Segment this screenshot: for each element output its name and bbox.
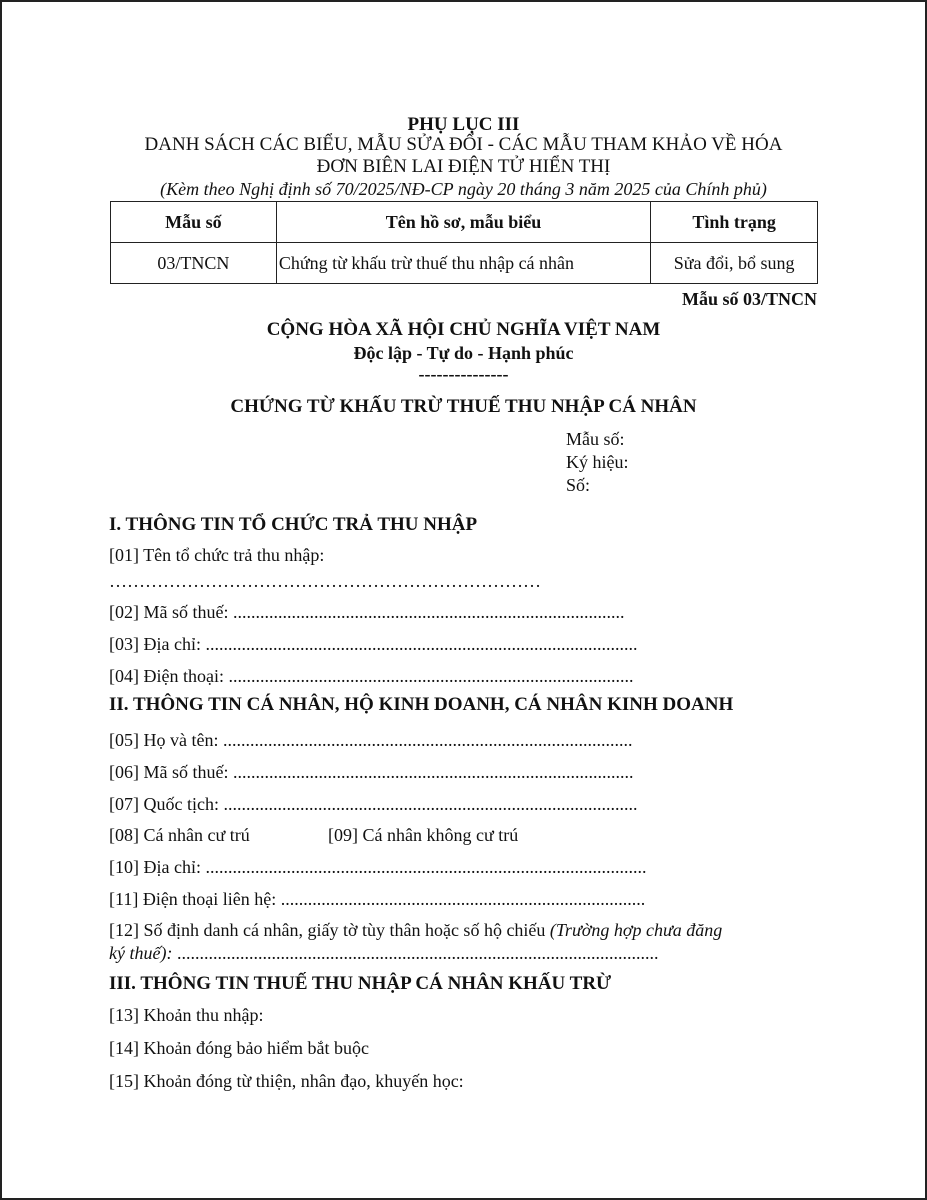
appendix-subtitle-line1: DANH SÁCH CÁC BIỂU, MẪU SỬA ĐỔI - CÁC MẪU THAM KHẢO VỀ HÓA bbox=[144, 134, 783, 155]
section-3-title: III. THÔNG TIN THUẾ THU NHẬP CÁ NHÂN KHẤU TRỪ bbox=[109, 973, 612, 994]
field-15-charity: [15] Khoản đóng từ thiện, nhân đạo, khuyến học: bbox=[109, 1071, 464, 1091]
field-06-tax-code: [06] Mã số thuế: ......................................................................................... bbox=[109, 762, 634, 782]
table-row bbox=[111, 243, 818, 284]
header-status: Tình trạng bbox=[651, 202, 818, 243]
header-form-name: Tên hồ sơ, mẫu biểu bbox=[276, 202, 650, 243]
field-11-contact-phone: [11] Điện thoại liên hệ: ................................................................................. bbox=[109, 889, 646, 909]
field-10-address: [10] Địa chỉ: .................................................................................................. bbox=[109, 857, 647, 877]
field-12-continued bbox=[109, 942, 658, 964]
field-04-phone: [04] Điện thoại: .......................................................................................... bbox=[109, 666, 634, 686]
field-13-income: [13] Khoản thu nhập: bbox=[109, 1005, 264, 1025]
symbol-label: Ký hiệu: bbox=[566, 452, 629, 472]
field-12-note-cont: ký thuế): bbox=[109, 943, 177, 963]
field-01-dots: ……………………………………………………………… bbox=[109, 571, 541, 591]
document-title: CHỨNG TỪ KHẤU TRỪ THUẾ THU NHẬP CÁ NHÂN bbox=[230, 396, 697, 417]
field-05-full-name: [05] Họ và tên: ........................................................................................... bbox=[109, 730, 633, 750]
field-12-dots: ........................................................................................................... bbox=[176, 943, 659, 963]
form-code: Mẫu số 03/TNCN bbox=[681, 289, 817, 309]
cell-form-name: Chứng từ khấu trừ thuế thu nhập cá nhân bbox=[276, 243, 650, 284]
cell-form-no: 03/TNCN bbox=[111, 243, 277, 284]
national-name: CỘNG HÒA XÃ HỘI CHỦ NGHĨA VIỆT NAM bbox=[266, 319, 661, 340]
field-08-resident: [08] Cá nhân cư trú bbox=[109, 825, 250, 845]
field-02-tax-code: [02] Mã số thuế: ....................................................................................... bbox=[109, 602, 625, 622]
national-motto: Độc lập - Tự do - Hạnh phúc bbox=[353, 343, 574, 363]
field-14-insurance: [14] Khoản đóng bảo hiểm bắt buộc bbox=[109, 1038, 369, 1058]
section-1-title: I. THÔNG TIN TỔ CHỨC TRẢ THU NHẬP bbox=[109, 514, 478, 535]
form-no-label: Mẫu số: bbox=[566, 429, 625, 449]
appendix-title: PHỤ LỤC III bbox=[407, 114, 520, 135]
field-12-id-number bbox=[109, 919, 722, 941]
field-07-nationality: [07] Quốc tịch: ............................................................................................ bbox=[109, 794, 638, 814]
field-09-non-resident: [09] Cá nhân không cư trú bbox=[328, 825, 519, 845]
form-list-table bbox=[110, 201, 818, 284]
header-form-no: Mẫu số bbox=[111, 202, 277, 243]
number-label: Số: bbox=[566, 475, 591, 495]
field-12-label: [12] Số định danh cá nhân, giấy tờ tùy thân hoặc số hộ chiếu bbox=[109, 920, 550, 940]
field-03-address: [03] Địa chỉ: ................................................................................................ bbox=[109, 634, 638, 654]
appendix-subtitle-line2: ĐƠN BIÊN LAI ĐIỆN TỬ HIỂN THỊ bbox=[316, 156, 611, 177]
field-01-org-name: [01] Tên tổ chức trả thu nhập: bbox=[109, 545, 325, 565]
section-2-title: II. THÔNG TIN CÁ NHÂN, HỘ KINH DOANH, CÁ NHÂN KINH DOANH bbox=[109, 694, 734, 715]
cell-status: Sửa đổi, bổ sung bbox=[651, 243, 818, 284]
field-12-note: (Trường hợp chưa đăng bbox=[549, 920, 723, 940]
appendix-note: (Kèm theo Nghị định số 70/2025/NĐ-CP ngày 20 tháng 3 năm 2025 của Chính phủ) bbox=[160, 179, 767, 199]
separator: --------------- bbox=[418, 364, 509, 384]
table-header-row bbox=[111, 202, 818, 243]
